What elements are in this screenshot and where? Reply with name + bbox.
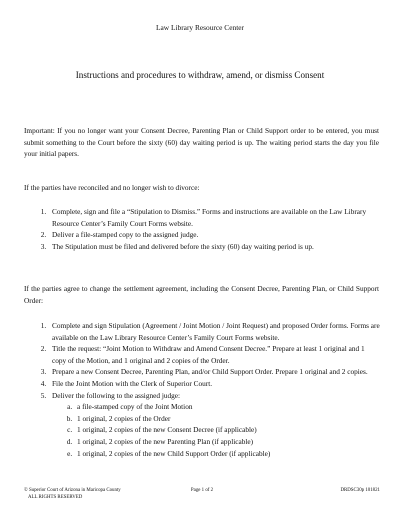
page-title: Instructions and procedures to withdraw, amend, or dismiss Consent: [75, 70, 325, 80]
list-item: 3. Prepare a new Consent Decree, Parenting Plan, and/or Child Support Order. Prepare 1 original and 2 copies.: [48, 366, 380, 378]
change-steps-list: [24, 320, 380, 459]
change-intro: If the parties agree to change the settlement agreement, including the Consent Decree, Parenting Plan, or Child Support Order:: [24, 284, 379, 305]
list-item: 2. Title the request: “Joint Motion to Withdraw and Amend Consent Decree.” Prepare at least 1 original and 1 copy of the Motion, and 1 original and 2 copies of the Order.: [48, 343, 380, 366]
list-item: 1. Complete, sign and file a “Stipulation to Dismiss.” Forms and instructions are available on the Law Library Resource Center’s Family Court Forms website.: [48, 206, 380, 229]
reconcile-steps-list: [24, 206, 380, 252]
footer-form-code: DRDSC30p 101821: [340, 488, 380, 493]
page-header: Law Library Resource Center: [155, 23, 245, 32]
list-item: b. 1 original, 2 copies of the Order: [74, 413, 380, 425]
deliver-items-list: [52, 401, 380, 459]
important-notice: Important: If you no longer want your Consent Decree, Parenting Plan or Child Support order to be entered, you must submit something to the Court before the sixty (60) day waiting period is up. The waiting period starts the day you file your initial papers.: [24, 126, 379, 159]
list-item: 4. File the Joint Motion with the Clerk of Superior Court.: [48, 378, 380, 390]
list-item: a. a file-stamped copy of the Joint Motion: [74, 401, 380, 413]
list-item: e. 1 original, 2 copies of the new Child Support Order (if applicable): [74, 448, 380, 460]
list-item: 2. Deliver a file-stamped copy to the assigned judge.: [48, 229, 380, 241]
rights-line: ALL RIGHTS RESERVED: [28, 494, 83, 500]
reconcile-intro: If the parties have reconciled and no longer wish to divorce:: [24, 183, 200, 192]
footer-page-number: Page 1 of 2: [190, 488, 214, 493]
copyright-line: © Superior Court of Arizona in Maricopa County: [24, 488, 121, 493]
list-item: 3. The Stipulation must be filed and delivered before the sixty (60) day waiting period is up.: [48, 241, 380, 253]
deliver-label: Deliver the following to the assigned judge:: [52, 390, 181, 400]
list-item-deliver: [48, 390, 380, 460]
list-item: 1. Complete and sign Stipulation (Agreement / Joint Motion / Joint Request) and proposed Order forms. Forms are available on the Law Library Resource Center’s Family Court Forms website.: [48, 320, 380, 343]
list-item: c. 1 original, 2 copies of the new Consent Decree (if applicable): [74, 424, 380, 436]
list-item: d. 1 original, 2 copies of the new Parenting Plan (if applicable): [74, 436, 380, 448]
